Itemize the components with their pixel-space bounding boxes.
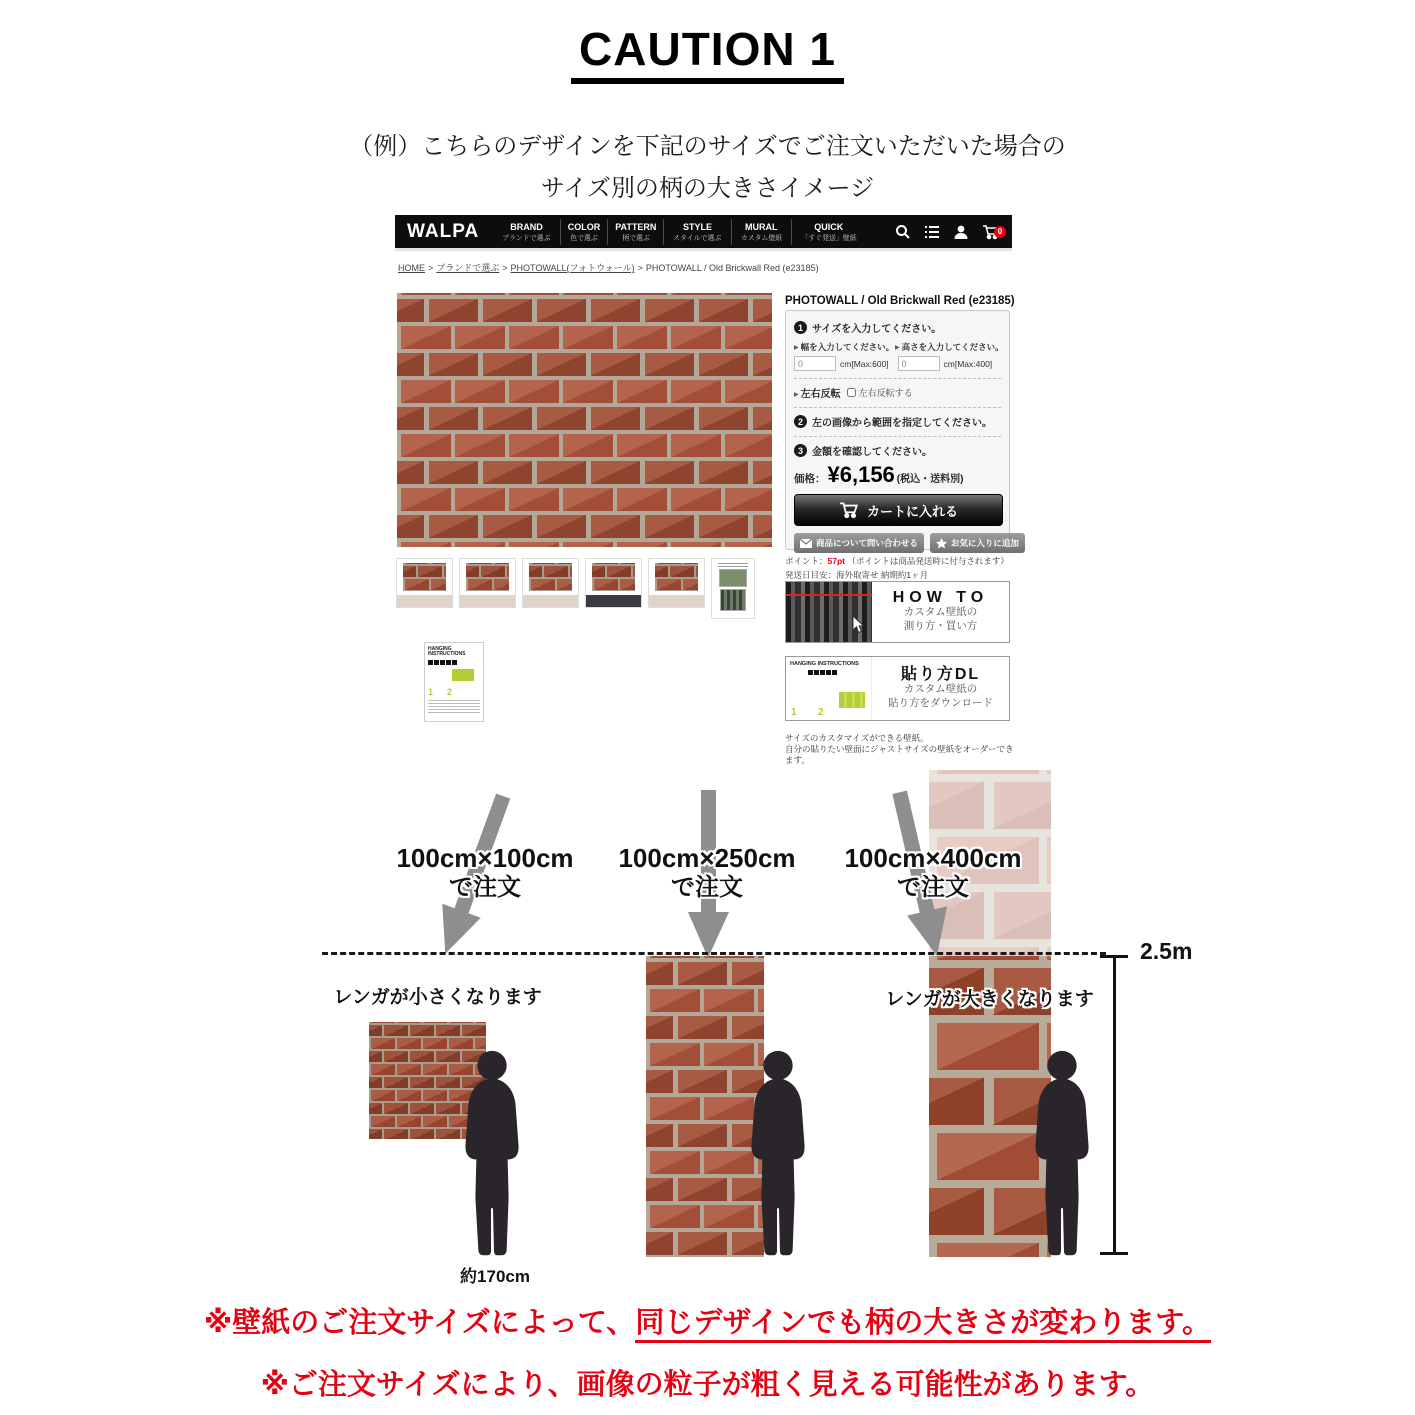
shipping-info: 発送日目安：海外取寄せ 納期約1ヶ月 <box>785 570 929 580</box>
star-icon <box>936 538 947 549</box>
cart-button-icon <box>839 501 859 519</box>
page-divider <box>395 248 1012 251</box>
points-value: 57pt <box>827 556 845 566</box>
warning-line-2: ※ご注文サイズにより、画像の粒子が粗く見える可能性があります。 <box>260 1369 1155 1401</box>
height-unit: cm[Max:400] <box>943 358 993 369</box>
points-info: ポイント：57pt （ポイントは商品発送時に付与されます） <box>785 556 1009 566</box>
thumbnail-row <box>397 559 754 618</box>
walpa-logo[interactable]: WALPA <box>407 220 480 242</box>
price-row: 価格： ¥6,156 (税込・送料別) <box>794 462 964 487</box>
wall-height-label: 2.5m <box>1140 938 1193 964</box>
breadcrumb: HOME > ブランドで選ぶ > PHOTOWALL(フォトウォール) > PHOTOWALL / Old Brickwall Red (e23185) <box>398 263 819 273</box>
hanging-dl-banner[interactable]: HANGING INSTRUCTIONS 1 2 貼り方DL カスタム壁紙の 貼り方をダウンロード <box>785 656 1010 721</box>
width-label: ▶ 幅を入力してください。 <box>794 341 895 353</box>
large-brick-note: レンガが大きくなります <box>885 989 1094 1010</box>
breadcrumb-current: PHOTOWALL / Old Brickwall Red (e23185) <box>645 263 819 273</box>
person-silhouette-2 <box>734 1048 822 1260</box>
order-form <box>785 310 1019 550</box>
nav-item-style[interactable]: STYLE スタイルで選ぶ <box>663 219 730 245</box>
favorite-button[interactable]: お気に入りに追加 <box>930 533 1025 553</box>
step-3-badge: 3 <box>794 444 807 457</box>
cursor-icon <box>852 616 864 634</box>
ceiling-dashed-line <box>322 952 1106 955</box>
thumbnail-guide-doc[interactable] <box>712 559 754 618</box>
breadcrumb-brand[interactable]: ブランドで選ぶ <box>436 263 500 273</box>
thumbnail-room-3[interactable] <box>523 559 578 607</box>
person-height-label: 約170cm <box>460 1267 530 1286</box>
dl-title: 貼り方DL <box>900 665 981 683</box>
step-2-badge: 2 <box>794 415 807 428</box>
step-3: 3 金額を確認してください。 <box>794 443 1001 458</box>
guide-photo-2 <box>720 589 746 611</box>
walpa-site-screenshot <box>395 215 1019 767</box>
example-line-2: サイズ別の柄の大きさイメージ <box>540 175 875 202</box>
add-to-cart-button[interactable]: カートに入れる <box>794 494 1003 526</box>
hanging-instructions-doc[interactable]: HANGING INSTRUCTIONS 1 2 <box>425 643 483 721</box>
site-navbar <box>395 215 1012 248</box>
cart-icon[interactable] <box>982 224 1003 240</box>
nav-item-color[interactable]: COLOR 色で選ぶ <box>560 219 608 245</box>
price-value: ¥6,156 <box>827 462 895 487</box>
guide-photo <box>719 569 747 587</box>
user-icon[interactable] <box>953 224 969 240</box>
example-text <box>0 126 1415 210</box>
hanging-doc-image: HANGING INSTRUCTIONS 1 2 <box>786 657 872 720</box>
width-input[interactable] <box>794 356 836 371</box>
flip-checkbox[interactable] <box>847 388 856 397</box>
search-icon[interactable] <box>895 224 911 240</box>
nav-icon-group <box>895 224 1012 240</box>
thumbnail-room-4[interactable] <box>586 559 641 607</box>
thumbnail-room-2[interactable] <box>460 559 515 607</box>
product-image[interactable] <box>397 293 772 547</box>
thumbnail-room-1[interactable] <box>397 559 452 607</box>
nav-menu <box>493 215 866 248</box>
height-input[interactable] <box>898 356 940 371</box>
howto-banner[interactable]: HOW TO カスタム壁紙の 測り方・買い方 <box>785 581 1010 643</box>
list-icon[interactable] <box>924 224 940 240</box>
step-1-badge: 1 <box>794 321 807 334</box>
size-label-100x250: 100cm×250cm で注文 <box>618 843 796 901</box>
size-label-100x400: 100cm×400cm で注文 <box>844 843 1022 901</box>
envelope-icon <box>800 539 812 548</box>
cart-count-badge: 0 <box>994 226 1006 238</box>
person-silhouette-1 <box>448 1048 536 1260</box>
width-unit: cm[Max:600] <box>840 358 889 369</box>
nav-item-quick[interactable]: QUICK 「すぐ発送」壁紙 <box>791 219 866 245</box>
product-title: PHOTOWALL / Old Brickwall Red (e23185) <box>785 295 1015 307</box>
size-label-100x100: 100cm×100cm で注文 <box>396 843 574 901</box>
nav-item-brand[interactable]: BRAND ブランドで選ぶ <box>502 221 551 242</box>
example-line-1: （例）こちらのデザインを下記のサイズでご注文いただいた場合の <box>349 133 1066 160</box>
breadcrumb-home[interactable]: HOME <box>398 263 425 273</box>
nav-item-pattern[interactable]: PATTERN 柄で選ぶ <box>607 219 663 245</box>
small-brick-note: レンガが小さくなります <box>333 987 542 1008</box>
flip-label: ▶ 左右反転 <box>794 385 841 400</box>
step-2: 2 左の画像から範囲を指定してください。 <box>794 414 1001 429</box>
product-description: サイズのカスタマイズができる壁紙。 自分の貼りたい壁面にジャストサイズの壁紙をオーダーできます。 <box>785 733 1014 765</box>
forest-image <box>786 582 872 642</box>
howto-title: HOW TO <box>892 589 989 606</box>
page-title: CAUTION 1 <box>571 22 844 84</box>
breadcrumb-photowall[interactable]: PHOTOWALL(フォトウォール) <box>510 263 635 273</box>
nav-item-mural[interactable]: MURAL カスタム壁紙 <box>731 219 791 245</box>
thumbnail-room-5[interactable] <box>649 559 704 607</box>
warning-line-1: ※壁紙のご注文サイズによって、同じデザインでも柄の大きさが変わります。 <box>0 1300 1415 1341</box>
flip-option[interactable]: 左右反転する <box>847 386 913 399</box>
height-label: ▶ 高さを入力してください。 <box>895 341 1001 353</box>
person-silhouette-3 <box>1018 1048 1106 1260</box>
step-1: 1 サイズを入力してください。 <box>794 320 1001 335</box>
inquiry-button[interactable]: 商品について問い合わせる <box>794 533 924 553</box>
